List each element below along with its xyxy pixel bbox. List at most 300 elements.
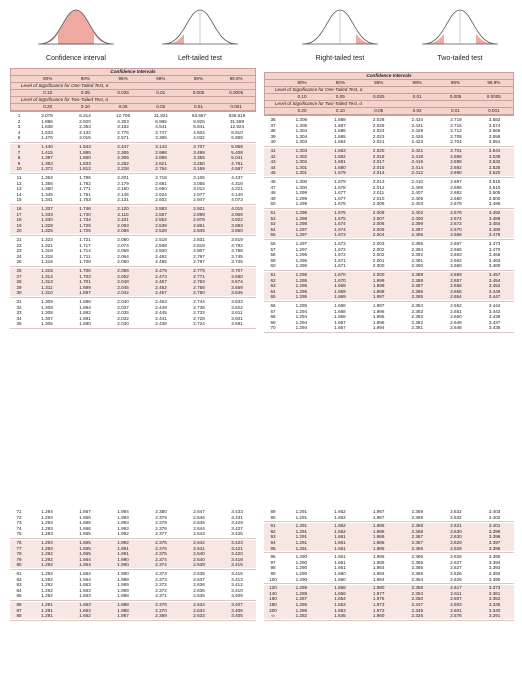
- two-tail-row-cell: 0.10: [80, 104, 90, 110]
- t-value-cell: 3.922: [231, 217, 243, 223]
- t-value-cell: 1.990: [117, 562, 129, 568]
- t-value-cell: 1.653: [334, 607, 346, 613]
- df-cell: 14: [16, 191, 22, 197]
- t-value-cell: 2.201: [117, 175, 129, 181]
- t-value-cell: 3.601: [231, 315, 243, 321]
- t-value-cell: 2.131: [117, 197, 129, 203]
- df-cell: 20: [16, 228, 22, 234]
- t-value-cell: 1.988: [117, 602, 129, 607]
- df-cell: 22: [16, 242, 22, 248]
- t-value-cell: 1.679: [334, 179, 346, 185]
- t-value-cell: 2.423: [411, 139, 424, 145]
- t-value-cell: 1.440: [41, 144, 53, 150]
- t-value-cell: 3.520: [488, 170, 501, 176]
- t-value-cell: 3.427: [231, 525, 243, 531]
- t-value-cell: 2.400: [411, 215, 424, 221]
- t-value-cell: 1.708: [79, 259, 91, 265]
- t-value-cell: 1.985: [372, 554, 385, 560]
- t-value-cell: 3.449: [488, 288, 501, 294]
- t-value-cell: 2.626: [450, 576, 462, 582]
- t-value-cell: 2.381: [411, 325, 424, 331]
- one-tail-row-cell: 0.05: [335, 94, 345, 100]
- t-value-cell: 1.301: [295, 164, 308, 170]
- t-value-cell: 1.341: [41, 197, 53, 203]
- t-value-cell: 1.679: [334, 170, 346, 176]
- t-value-cell: 1.333: [41, 211, 53, 217]
- row-block: [10, 508, 256, 539]
- t-value-cell: 2.060: [117, 259, 129, 265]
- t-value-cell: 1.372: [41, 166, 53, 172]
- t-value-cell: 2.898: [193, 211, 205, 217]
- table-row: [10, 290, 256, 296]
- t-value-cell: 1.292: [41, 582, 53, 588]
- t-value-cell: 2.779: [193, 267, 205, 273]
- t-value-cell: 3.470: [488, 246, 501, 252]
- df-cell: 120: [269, 585, 277, 591]
- t-value-cell: 3.457: [488, 271, 501, 277]
- t-value-cell: 2.005: [372, 226, 385, 232]
- t-value-cell: 3.355: [193, 155, 205, 161]
- t-value-cell: 2.037: [117, 304, 129, 310]
- t-value-cell: 1.303: [295, 148, 308, 154]
- two-tail-label: Level of Significance for Two-Tailed Test, α: [265, 101, 513, 108]
- one-tail-label: Level of Significance for One-Tailed Test, α: [11, 83, 255, 90]
- t-value-cell: 1.990: [117, 556, 129, 562]
- t-value-cell: 1.286: [295, 607, 308, 613]
- t-value-cell: 9.925: [193, 118, 205, 124]
- t-value-cell: 2.738: [193, 304, 205, 310]
- t-value-cell: 1.314: [41, 273, 53, 279]
- t-value-cell: 2.681: [155, 180, 167, 186]
- conf-level-row-cell: 98%: [156, 76, 166, 82]
- t-value-cell: 1.672: [334, 252, 346, 258]
- t-value-cell: 2.399: [411, 221, 424, 227]
- t-value-cell: 1.383: [41, 160, 53, 166]
- row-block: [264, 178, 514, 209]
- t-value-cell: 2.651: [450, 308, 462, 314]
- t-value-cell: 3.403: [488, 509, 501, 515]
- df-cell: 5: [17, 135, 21, 141]
- t-value-cell: 3.707: [193, 144, 205, 150]
- t-value-cell: 6.314: [79, 113, 91, 119]
- t-value-cell: 3.418: [231, 556, 243, 562]
- row-block: [264, 522, 514, 553]
- t-value-cell: 1.998: [372, 288, 385, 294]
- df-cell: 83: [16, 582, 22, 588]
- t-value-cell: 2.366: [411, 545, 424, 551]
- df-cell: 55: [270, 232, 276, 238]
- two-tail-row-cell: 0.001: [488, 108, 500, 114]
- t-value-cell: 3.526: [488, 164, 501, 170]
- t-value-cell: 1.999: [372, 277, 385, 283]
- t-value-cell: 1.985: [372, 545, 385, 551]
- t-value-cell: 3.488: [488, 215, 501, 221]
- t-value-cell: 1.989: [117, 587, 129, 593]
- t-value-cell: 2.687: [450, 179, 462, 185]
- t-value-cell: 2.379: [155, 520, 167, 526]
- t-value-cell: 2.644: [193, 525, 205, 531]
- t-value-cell: 3.574: [488, 122, 501, 128]
- t-value-cell: 1.725: [79, 228, 91, 234]
- t-value-cell: 2.678: [450, 201, 462, 207]
- t-value-cell: 1.672: [334, 246, 346, 252]
- t-value-cell: 1.665: [79, 540, 91, 546]
- t-value-cell: 2.655: [450, 288, 462, 294]
- t-value-cell: 1.993: [117, 520, 129, 526]
- t-value-cell: 2.611: [450, 590, 462, 596]
- table-row: [10, 593, 256, 599]
- t-value-cell: 2.064: [117, 253, 129, 259]
- row-block: [264, 302, 514, 333]
- t-value-cell: 1.674: [334, 221, 346, 227]
- t-value-cell: 1.690: [79, 321, 91, 327]
- df-cell: 89: [270, 509, 276, 515]
- t-value-cell: 3.538: [488, 153, 501, 159]
- t-value-cell: 1.717: [79, 242, 91, 248]
- df-cell: 85: [16, 593, 22, 599]
- t-value-cell: 12.924: [229, 124, 245, 130]
- t-value-cell: 1.662: [79, 613, 91, 619]
- t-value-cell: 1.300: [295, 184, 308, 190]
- t-value-cell: 2.365: [411, 565, 424, 571]
- table-row: [264, 546, 514, 552]
- df-cell: 160: [269, 596, 277, 602]
- t-value-cell: 2.160: [117, 186, 129, 192]
- t-value-cell: 12.706: [115, 113, 131, 119]
- t-value-cell: 2.635: [193, 593, 205, 599]
- t-value-cell: 3.473: [488, 240, 501, 246]
- t-value-cell: 1.415: [41, 149, 53, 155]
- t-value-cell: 1.660: [334, 576, 346, 582]
- t-value-cell: 1.304: [295, 128, 308, 134]
- t-value-cell: 2.011: [373, 190, 385, 196]
- df-cell: 72: [16, 514, 22, 520]
- conf-level-row-cell: 95%: [374, 80, 384, 86]
- t-value-cell: 2.396: [411, 232, 424, 238]
- t-value-cell: 3.352: [488, 596, 501, 602]
- t-value-cell: 1.691: [79, 315, 91, 321]
- t-value-cell: 2.371: [155, 593, 167, 599]
- t-value-cell: 1.997: [372, 302, 385, 308]
- df-cell: 91: [270, 523, 276, 529]
- t-value-cell: 2.473: [155, 273, 167, 279]
- table-row: [264, 577, 514, 583]
- t-value-cell: 1.316: [41, 259, 53, 265]
- two-tail-row-cell: 0.001: [230, 104, 242, 110]
- t-value-cell: 2.421: [411, 148, 424, 154]
- t-value-cell: 2.402: [411, 210, 424, 215]
- t-value-cell: 1.992: [117, 531, 129, 537]
- t-value-cell: 2.367: [411, 534, 424, 540]
- two-tail-row-cell: 0.02: [412, 108, 422, 114]
- t-value-cell: 3.484: [488, 221, 501, 227]
- t-value-cell: 1.292: [41, 587, 53, 593]
- t-value-cell: 2.002: [372, 246, 385, 252]
- t-value-cell: 2.692: [450, 164, 462, 170]
- t-value-cell: 2.383: [411, 308, 424, 314]
- t-value-cell: 1.663: [79, 607, 91, 613]
- df-cell: 77: [16, 545, 22, 551]
- t-value-cell: 2.020: [372, 148, 385, 154]
- df-cell: 80: [16, 562, 22, 568]
- t-value-cell: 1.675: [334, 215, 346, 221]
- t-value-cell: 2.350: [411, 596, 424, 602]
- t-value-cell: 2.373: [155, 571, 167, 577]
- row-block: [10, 570, 256, 601]
- t-value-cell: 1.298: [295, 210, 308, 215]
- t-value-cell: 1.660: [334, 571, 346, 577]
- t-value-cell: 3.480: [488, 226, 501, 232]
- t-value-cell: 1.294: [295, 325, 308, 331]
- t-value-cell: 1.972: [372, 607, 385, 613]
- t-value-cell: 1.292: [41, 571, 53, 577]
- t-value-cell: 1.291: [295, 528, 308, 534]
- t-value-cell: 3.622: [231, 304, 243, 310]
- t-value-cell: 2.110: [117, 211, 129, 217]
- t-value-cell: 2.763: [193, 279, 205, 285]
- t-value-cell: 1.667: [334, 319, 346, 325]
- df-cell: 17: [16, 211, 22, 217]
- df-cell: 82: [16, 576, 22, 582]
- t-value-cell: 2.262: [117, 160, 129, 166]
- two-tail-row-cell: 0.05: [374, 108, 384, 114]
- t-value-cell: 3.405: [231, 613, 243, 619]
- t-value-cell: 1.291: [41, 607, 53, 613]
- df-cell: 140: [269, 590, 277, 596]
- one-tail-row-cell: 0.01: [156, 90, 166, 96]
- t-value-cell: 2.179: [117, 180, 129, 186]
- one-tail-row-cell: 0.10: [297, 94, 307, 100]
- t-value-cell: 2.426: [411, 133, 424, 139]
- t-value-cell: 2.733: [193, 310, 205, 316]
- t-value-cell: 2.663: [450, 252, 462, 258]
- t-value-cell: 2.637: [193, 576, 205, 582]
- df-cell: 37: [270, 122, 276, 128]
- t-value-cell: 1.673: [334, 240, 346, 246]
- t-value-cell: 3.365: [155, 135, 167, 141]
- df-cell: 15: [16, 197, 22, 203]
- t-value-cell: 1.993: [117, 514, 129, 520]
- t-value-cell: 2.394: [411, 246, 424, 252]
- t-value-cell: 1.294: [295, 308, 308, 314]
- t-value-cell: 1.685: [334, 133, 346, 139]
- t-value-cell: 3.768: [231, 248, 243, 254]
- t-value-cell: 2.013: [372, 179, 385, 185]
- t-value-cell: 636.619: [228, 113, 246, 119]
- table-title: Confidence Intervals: [11, 69, 255, 76]
- t-value-cell: 2.695: [450, 159, 462, 165]
- df-cell: 47: [270, 184, 276, 190]
- t-value-cell: 2.650: [450, 314, 462, 320]
- t-value-cell: 2.405: [411, 195, 424, 201]
- df-cell: 38: [270, 128, 276, 134]
- t-value-cell: 1.984: [372, 571, 385, 577]
- t-value-cell: 2.607: [450, 596, 462, 602]
- t-value-cell: 1.296: [295, 271, 308, 277]
- t-value-cell: 1.812: [79, 166, 91, 172]
- table-title: Confidence Intervals: [265, 73, 513, 80]
- t-value-cell: 2.434: [411, 117, 424, 123]
- t-value-cell: 1.306: [295, 117, 308, 123]
- t-value-cell: 3.291: [488, 613, 501, 619]
- table-row: [264, 139, 514, 145]
- t-value-cell: 5.959: [231, 144, 243, 150]
- t-value-cell: 2.008: [372, 210, 385, 215]
- t-value-cell: 1.973: [372, 602, 385, 607]
- t-value-cell: 3.745: [231, 253, 243, 259]
- t-value-cell: 2.667: [450, 240, 462, 246]
- df-cell: 16: [16, 206, 22, 211]
- t-value-cell: 1.287: [295, 596, 308, 602]
- t-value-cell: 5.408: [231, 149, 243, 155]
- t-value-cell: 2.701: [450, 148, 462, 154]
- t-value-cell: 1.671: [334, 257, 346, 263]
- t-value-cell: 1.977: [372, 590, 385, 596]
- conf-level-row-cell: 90%: [335, 80, 345, 86]
- t-value-cell: 4.318: [231, 180, 243, 186]
- t-value-cell: 2.376: [155, 545, 167, 551]
- t-value-cell: 2.132: [79, 129, 91, 135]
- t-value-cell: 2.617: [450, 585, 462, 591]
- t-value-cell: 1.290: [295, 554, 308, 560]
- t-value-cell: 2.015: [372, 164, 385, 170]
- t-value-cell: 3.544: [488, 148, 501, 154]
- t-value-cell: 2.624: [155, 191, 167, 197]
- df-cell: 59: [270, 257, 276, 263]
- t-value-cell: 2.659: [450, 271, 462, 277]
- t-value-cell: 1.309: [41, 304, 53, 310]
- t-value-cell: 1.711: [79, 253, 91, 259]
- t-value-cell: 2.018: [372, 153, 385, 159]
- df-cell: 84: [16, 587, 22, 593]
- t-value-cell: 2.010: [372, 195, 385, 201]
- t-value-cell: 2.921: [193, 206, 205, 211]
- t-value-cell: 1.833: [79, 160, 91, 166]
- df-cell: 36: [270, 117, 276, 123]
- t-value-cell: 2.000: [372, 271, 385, 277]
- t-value-cell: 1.668: [334, 314, 346, 320]
- t-value-cell: 3.143: [155, 144, 167, 150]
- t-value-cell: 1.664: [79, 556, 91, 562]
- t-value-cell: 2.643: [193, 531, 205, 537]
- t-value-cell: 1.305: [295, 122, 308, 128]
- t-value-cell: 2.627: [450, 559, 462, 565]
- t-value-cell: 1.307: [41, 315, 53, 321]
- df-cell: 23: [16, 248, 22, 254]
- t-value-cell: 2.374: [155, 562, 167, 568]
- t-value-cell: 3.392: [488, 571, 501, 577]
- t-value-cell: 2.831: [193, 236, 205, 242]
- t-value-cell: 1.315: [41, 267, 53, 273]
- t-value-cell: 2.629: [450, 545, 462, 551]
- t-value-cell: 3.439: [488, 314, 501, 320]
- t-value-cell: 1.292: [41, 593, 53, 599]
- t-value-cell: 1.291: [41, 602, 53, 607]
- df-cell: 30: [16, 290, 22, 296]
- t-value-cell: 2.032: [117, 315, 129, 321]
- t-value-cell: 1.645: [334, 613, 346, 619]
- df-cell: 180: [269, 602, 277, 607]
- t-value-cell: 1.292: [41, 556, 53, 562]
- t-value-cell: 1.290: [295, 565, 308, 571]
- df-cell: 58: [270, 252, 276, 258]
- df-cell: 64: [270, 288, 276, 294]
- t-value-cell: 3.433: [231, 509, 243, 515]
- df-cell: 19: [16, 222, 22, 228]
- df-cell: 46: [270, 179, 276, 185]
- df-cell: 33: [16, 310, 22, 316]
- df-cell: 27: [16, 273, 22, 279]
- t-value-cell: 3.496: [488, 201, 501, 207]
- t-value-cell: 2.015: [79, 135, 91, 141]
- t-value-cell: 3.421: [231, 545, 243, 551]
- t-value-cell: 1.993: [117, 525, 129, 531]
- t-value-cell: 2.896: [155, 155, 167, 161]
- t-value-cell: 3.397: [488, 540, 501, 546]
- t-value-cell: 2.003: [372, 240, 385, 246]
- t-value-cell: 1.975: [372, 596, 385, 602]
- t-value-cell: 2.386: [411, 288, 424, 294]
- t-value-cell: 1.299: [295, 201, 308, 207]
- table-row: [264, 613, 514, 619]
- t-value-cell: 1.995: [372, 319, 385, 325]
- t-value-cell: 1.663: [79, 602, 91, 607]
- t-table-right-bottom: [264, 508, 514, 621]
- t-value-cell: 2.680: [450, 195, 462, 201]
- t-value-cell: 2.365: [411, 559, 424, 565]
- df-cell: 81: [16, 571, 22, 577]
- t-value-cell: 2.374: [155, 556, 167, 562]
- t-value-cell: 1.300: [295, 179, 308, 185]
- t-value-cell: 3.515: [488, 179, 501, 185]
- one-tail-row-cell: 0.005: [449, 94, 462, 100]
- one-tail-row: [265, 94, 513, 101]
- t-value-cell: 1.771: [79, 186, 91, 192]
- t-value-cell: 1.665: [79, 545, 91, 551]
- t-value-cell: 2.387: [411, 283, 424, 289]
- t-value-cell: 3.792: [231, 242, 243, 248]
- t-value-cell: 2.715: [450, 122, 462, 128]
- df-cell: 75: [16, 531, 22, 537]
- t-value-cell: 2.728: [193, 315, 205, 321]
- t-value-cell: 2.429: [411, 128, 424, 134]
- t-value-cell: 2.368: [411, 528, 424, 534]
- one-tail-row-cell: 0.0005: [486, 94, 501, 100]
- t-value-cell: 1.291: [295, 514, 308, 520]
- t-value-cell: 2.438: [155, 321, 167, 327]
- t-value-cell: 2.668: [450, 232, 462, 238]
- t-value-cell: 2.412: [411, 170, 424, 176]
- t-value-cell: 1.986: [372, 528, 385, 534]
- t-value-cell: 5.041: [231, 155, 243, 161]
- conf-level-row: [265, 80, 513, 87]
- t-value-cell: 2.638: [193, 571, 205, 577]
- t-value-cell: 2.744: [193, 298, 205, 304]
- df-cell: 97: [270, 559, 276, 565]
- t-value-cell: 1.291: [295, 509, 308, 515]
- t-value-cell: 1.664: [79, 571, 91, 577]
- t-value-cell: 3.582: [488, 117, 501, 123]
- t-value-cell: 1.638: [41, 124, 53, 130]
- t-value-cell: 1.297: [295, 246, 308, 252]
- t-value-cell: 3.690: [231, 273, 243, 279]
- df-cell: 70: [270, 325, 276, 331]
- t-value-cell: 2.345: [411, 607, 424, 613]
- t-value-cell: 1.996: [372, 308, 385, 314]
- t-value-cell: 3.965: [231, 211, 243, 217]
- df-cell: 6: [17, 144, 21, 150]
- t-value-cell: 1.694: [79, 304, 91, 310]
